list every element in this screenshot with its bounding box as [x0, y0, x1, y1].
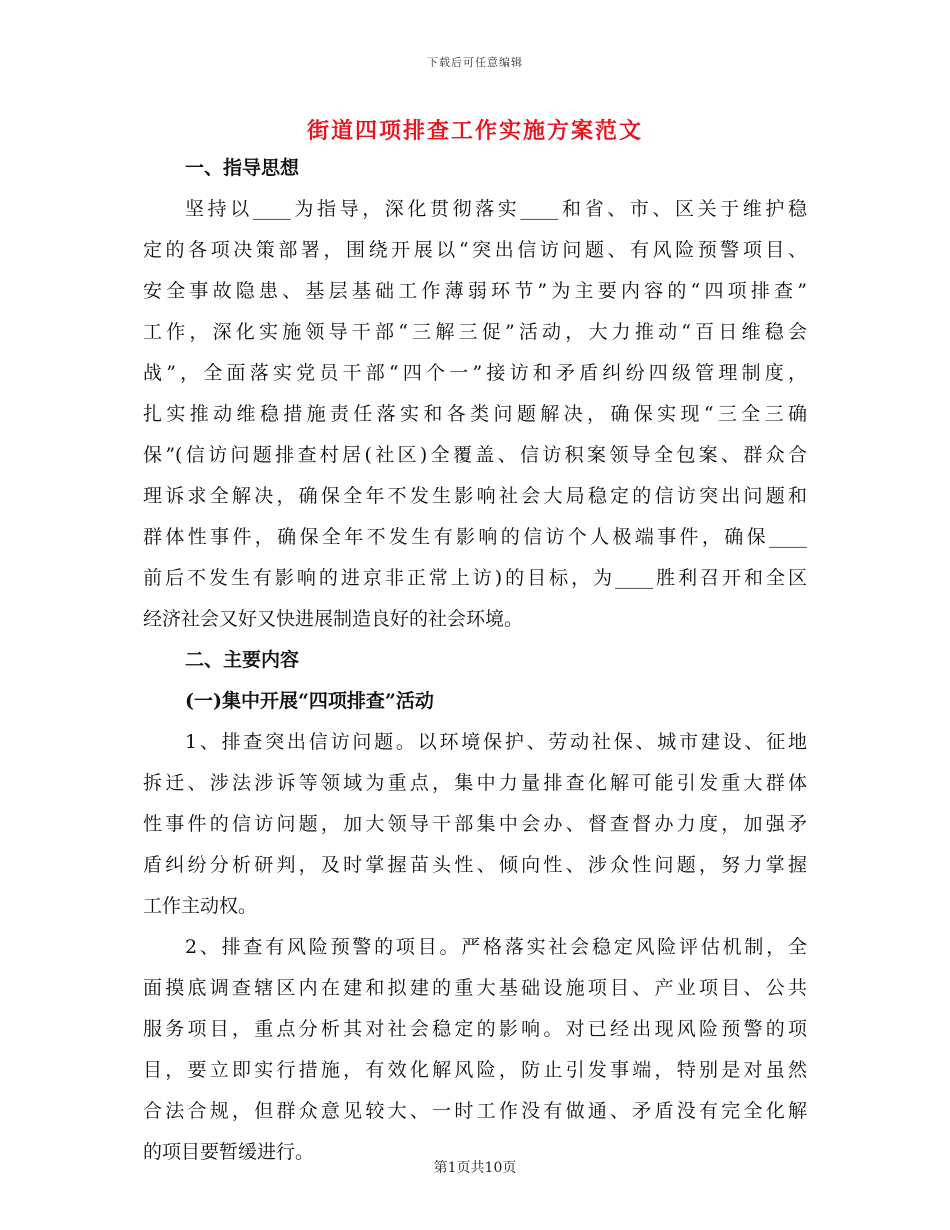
paragraph-line: 盾纠纷分析研判，及时掌握苗头性、倾向性、涉众性问题，努力掌握: [143, 854, 807, 876]
paragraph-line: 2、排查有风险预警的项目。严格落实社会稳定风险评估机制，全: [185, 936, 807, 958]
page-number-footer: 第1页共10页: [433, 1160, 517, 1176]
paragraph-line: 合法合规，但群众意见较大、一时工作没有做通、矛盾没有完全化解: [143, 1100, 807, 1122]
paragraph-line: 前后不发生有影响的进京非正常上访)的目标，为____胜利召开和全区: [143, 567, 807, 589]
paragraph-line: 坚持以____为指导，深化贯彻落实____和省、市、区关于维护稳: [185, 198, 807, 220]
paragraph-line: 性事件的信访问题，加大领导干部集中会办、督查督办力度，加强矛: [143, 813, 807, 835]
paragraph-line: 面摸底调查辖区内在建和拟建的重大基础设施项目、产业项目、公共: [143, 977, 807, 999]
section-heading-guiding-thought: 一、指导思想: [185, 157, 300, 179]
paragraph-line: 理诉求全解决，确保全年不发生影响社会大局稳定的信访突出问题和: [143, 485, 807, 507]
paragraph-line: 扎实推动维稳措施责任落实和各类问题解决，确保实现“三全三确: [143, 403, 807, 425]
subsection-heading-four-checks: (一)集中开展“四项排查”活动: [185, 690, 434, 712]
paragraph-line: 目，要立即实行措施，有效化解风险，防止引发事端，特别是对虽然: [143, 1059, 807, 1081]
paragraph-line: 工作，深化实施领导干部“三解三促”活动，大力推动“百日维稳会: [143, 321, 807, 343]
paragraph-line: 1、排查突出信访问题。以环境保护、劳动社保、城市建设、征地: [185, 731, 807, 753]
paragraph-line: 保”(信访问题排查村居(社区)全覆盖、信访积案领导全包案、群众合: [143, 444, 807, 466]
paragraph-line: 服务项目，重点分析其对社会稳定的影响。对已经出现风险预警的项: [143, 1018, 807, 1040]
paragraph-line: 定的各项决策部署，围绕开展以“突出信访问题、有风险预警项目、: [143, 239, 807, 261]
page-header-note: 下载后可任意编辑: [427, 56, 523, 69]
paragraph-line: 经济社会又好又快进展制造良好的社会环境。: [143, 608, 524, 630]
section-heading-main-content: 二、主要内容: [185, 649, 300, 671]
paragraph-line: 的项目要暂缓进行。: [143, 1141, 315, 1163]
paragraph-line: 工作主动权。: [143, 895, 258, 917]
document-title: 街道四项排查工作实施方案范文: [306, 118, 643, 144]
paragraph-line: 群体性事件，确保全年不发生有影响的信访个人极端事件，确保____: [143, 526, 807, 548]
document-body: [143, 148, 807, 1173]
paragraph-line: 战”，全面落实党员干部“四个一”接访和矛盾纠纷四级管理制度，: [143, 362, 807, 384]
paragraph-line: 安全事故隐患、基层基础工作薄弱环节”为主要内容的“四项排查”: [143, 280, 807, 302]
paragraph-line: 拆迁、涉法涉诉等领域为重点，集中力量排查化解可能引发重大群体: [143, 772, 807, 794]
